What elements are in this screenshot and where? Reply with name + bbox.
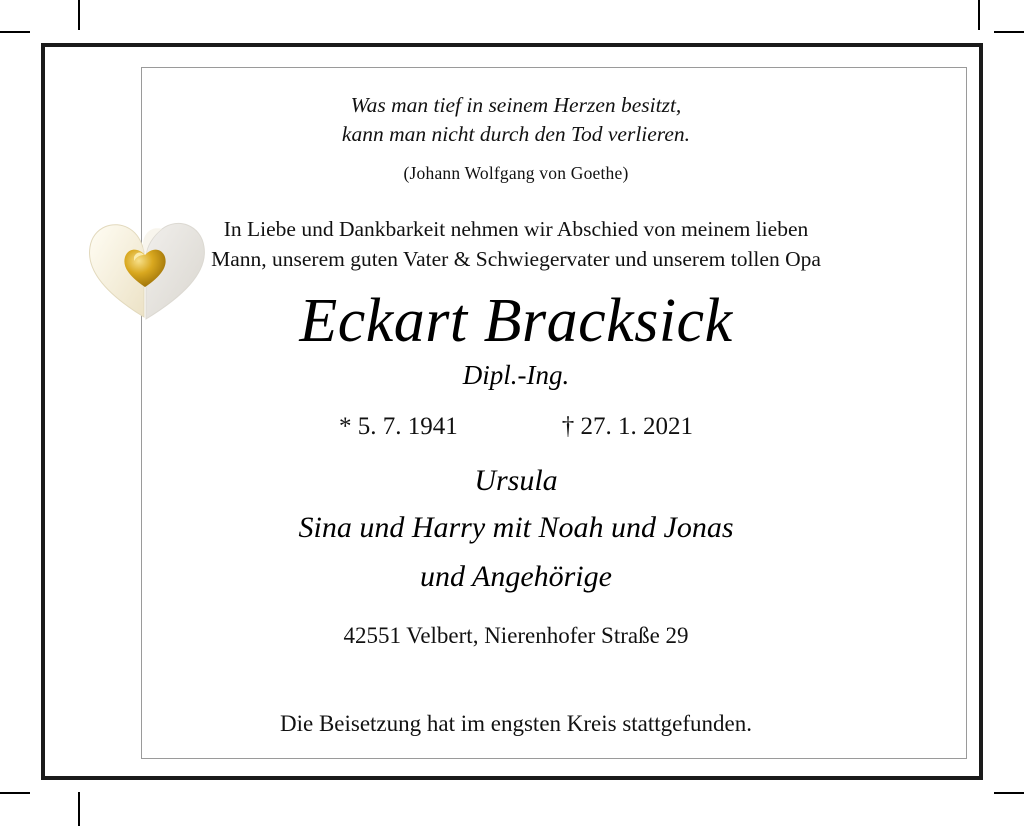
address-line: 42551 Velbert, Nierenhofer Straße 29 [343, 623, 689, 648]
birth-date: * 5. 7. 1941 [339, 413, 458, 440]
life-dates [115, 413, 917, 441]
death-date: † 27. 1. 2021 [561, 413, 693, 440]
mourner-line-1: Ursula [474, 464, 558, 497]
deceased-name: Eckart Bracksick [299, 287, 733, 355]
mourners-block [115, 459, 917, 601]
quote-line-2: kann man nicht durch den Tod verlieren. [341, 122, 691, 146]
obituary-notice [41, 43, 983, 780]
mourner-line-3: und Angehörige [420, 560, 612, 593]
quote-author: (Johann Wolfgang von Goethe) [403, 163, 629, 183]
intro-line-1: In Liebe und Dankbarkeit nehmen wir Abschied von meinem lieben [223, 217, 809, 241]
mourner-line-2: Sina und Harry mit Noah und Jonas [298, 511, 734, 544]
quote-block [115, 91, 917, 149]
funeral-note: Die Beisetzung hat im engsten Kreis stattgefunden. [279, 711, 753, 736]
crop-mark-left-horizontal [0, 31, 30, 33]
quote-line-1: Was man tief in seinem Herzen besitzt, [350, 93, 682, 117]
crop-mark-bottom-right-horizontal [994, 792, 1024, 794]
crop-mark-bottom-left-horizontal [0, 792, 30, 794]
intro-block [115, 214, 917, 274]
crop-mark-top-left-vertical [78, 0, 80, 30]
notice-content [45, 47, 987, 784]
crop-mark-bottom-left-vertical [78, 792, 80, 826]
intro-line-2: Mann, unserem guten Vater & Schwiegervater und unserem tollen Opa [211, 247, 821, 271]
deceased-title: Dipl.-Ing. [462, 360, 570, 390]
crop-mark-right-horizontal [994, 31, 1024, 33]
crop-mark-top-right-vertical [978, 0, 980, 30]
